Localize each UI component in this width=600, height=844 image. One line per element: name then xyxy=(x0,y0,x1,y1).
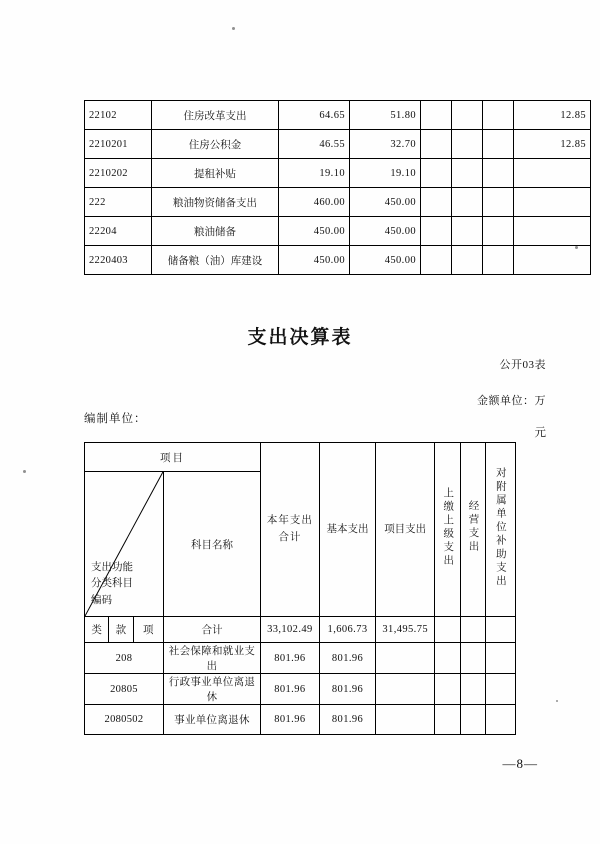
row-subsidy xyxy=(485,674,515,705)
table-row-total xyxy=(85,617,516,643)
row-value-1: 450.00 xyxy=(279,217,350,246)
row-value-2: 19.10 xyxy=(350,159,421,188)
sub-header-xiang: 项 xyxy=(133,617,163,643)
row-blank-2 xyxy=(452,159,483,188)
header-code-line2: 分类科目 xyxy=(91,578,133,590)
row-operating xyxy=(461,643,485,674)
row-value-2: 450.00 xyxy=(350,246,421,275)
row-subsidy xyxy=(485,705,515,735)
header-subsidy-expenditure xyxy=(485,443,515,617)
yuan-label: 元 xyxy=(534,427,546,439)
header-project-expenditure: 项目支出 xyxy=(376,443,435,617)
total-project: 31,495.75 xyxy=(376,617,435,643)
row-blank-1 xyxy=(421,101,452,130)
row-blank-1 xyxy=(421,159,452,188)
row-name: 粮油储备 xyxy=(152,217,279,246)
table-row xyxy=(85,101,591,130)
row-operating xyxy=(461,705,485,735)
header-subject-name: 科目名称 xyxy=(163,472,260,617)
row-year-total: 801.96 xyxy=(261,705,320,735)
table-row xyxy=(85,159,591,188)
row-value-last xyxy=(514,217,591,246)
row-name: 储备粮（油）库建设 xyxy=(152,246,279,275)
header-item-group: 项目 xyxy=(85,443,261,472)
row-year-total: 801.96 xyxy=(261,643,320,674)
total-upper xyxy=(435,617,461,643)
row-value-1: 460.00 xyxy=(279,188,350,217)
row-code: 22102 xyxy=(85,101,152,130)
row-name: 提租补贴 xyxy=(152,159,279,188)
row-upper xyxy=(435,705,461,735)
header-year-total xyxy=(261,443,320,617)
top-expenditure-table xyxy=(84,100,591,275)
total-operating xyxy=(461,617,485,643)
header-function-code-cell xyxy=(85,472,164,617)
row-blank-3 xyxy=(483,101,514,130)
total-year-total: 33,102.49 xyxy=(261,617,320,643)
row-value-2: 32.70 xyxy=(350,130,421,159)
row-value-1: 450.00 xyxy=(279,246,350,275)
header-upper-remittance xyxy=(435,443,461,617)
row-value-1: 64.65 xyxy=(279,101,350,130)
row-blank-2 xyxy=(452,246,483,275)
row-value-last: 12.85 xyxy=(514,101,591,130)
header-code-line3: 编码 xyxy=(91,595,112,607)
row-blank-3 xyxy=(483,217,514,246)
row-basic: 801.96 xyxy=(319,705,376,735)
sub-header-kuan: 款 xyxy=(109,617,133,643)
row-value-2: 450.00 xyxy=(350,188,421,217)
row-value-last xyxy=(514,188,591,217)
row-value-2: 51.80 xyxy=(350,101,421,130)
row-value-last xyxy=(514,246,591,275)
table-header xyxy=(85,443,516,617)
page-number: —8— xyxy=(502,756,538,771)
row-subsidy xyxy=(485,643,515,674)
row-blank-2 xyxy=(452,101,483,130)
row-operating xyxy=(461,674,485,705)
total-row-label: 合计 xyxy=(163,617,260,643)
total-basic: 1,606.73 xyxy=(319,617,376,643)
header-operating-expenditure xyxy=(461,443,485,617)
total-subsidy xyxy=(485,617,515,643)
header-basic-expenditure: 基本支出 xyxy=(319,443,376,617)
row-value-2: 450.00 xyxy=(350,217,421,246)
row-blank-1 xyxy=(421,246,452,275)
sub-header-lei: 类 xyxy=(85,617,109,643)
row-value-1: 46.55 xyxy=(279,130,350,159)
row-project xyxy=(376,643,435,674)
row-upper xyxy=(435,674,461,705)
row-blank-1 xyxy=(421,217,452,246)
scan-speckle xyxy=(556,700,558,702)
row-code: 222 xyxy=(85,188,152,217)
row-blank-1 xyxy=(421,188,452,217)
row-code: 2080502 xyxy=(85,705,164,735)
table-row xyxy=(85,246,591,275)
row-project xyxy=(376,674,435,705)
compiler-label: 编制单位： xyxy=(84,413,147,425)
row-upper xyxy=(435,643,461,674)
row-blank-3 xyxy=(483,246,514,275)
table-row xyxy=(85,674,516,705)
header-year-total-line1: 本年支出 xyxy=(266,514,313,526)
row-basic: 801.96 xyxy=(319,674,376,705)
row-value-last xyxy=(514,159,591,188)
table-row xyxy=(85,130,591,159)
row-blank-1 xyxy=(421,130,452,159)
table-row xyxy=(85,188,591,217)
row-project xyxy=(376,705,435,735)
table-row xyxy=(85,217,591,246)
page-title: 支出决算表 xyxy=(247,327,353,348)
row-code: 2210201 xyxy=(85,130,152,159)
row-code: 20805 xyxy=(85,674,164,705)
row-year-total: 801.96 xyxy=(261,674,320,705)
row-value-1: 19.10 xyxy=(279,159,350,188)
header-function-code-text xyxy=(91,560,133,610)
row-name: 粮油物资储备支出 xyxy=(152,188,279,217)
row-blank-2 xyxy=(452,217,483,246)
row-name: 住房改革支出 xyxy=(152,101,279,130)
row-blank-3 xyxy=(483,130,514,159)
row-blank-2 xyxy=(452,130,483,159)
header-operating-expenditure-text: 经营支出 xyxy=(467,500,479,555)
header-subsidy-expenditure-text: 对附属单位补助支出 xyxy=(494,466,506,589)
row-blank-2 xyxy=(452,188,483,217)
expenditure-final-account-table xyxy=(84,442,516,735)
scan-speckle xyxy=(232,27,235,30)
row-name: 社会保障和就业支出 xyxy=(163,643,260,674)
scan-speckle xyxy=(23,470,26,473)
header-year-total-line2: 合计 xyxy=(278,531,302,543)
table-row xyxy=(85,705,516,735)
row-basic: 801.96 xyxy=(319,643,376,674)
amount-unit-label: 金额单位：万 xyxy=(477,395,546,407)
row-name: 事业单位离退休 xyxy=(163,705,260,735)
row-name: 住房公积金 xyxy=(152,130,279,159)
row-value-last: 12.85 xyxy=(514,130,591,159)
row-code: 22204 xyxy=(85,217,152,246)
row-code: 208 xyxy=(85,643,164,674)
main-table-body xyxy=(85,617,516,735)
top-table-body xyxy=(85,101,591,275)
row-code: 2220403 xyxy=(85,246,152,275)
row-blank-3 xyxy=(483,188,514,217)
row-blank-3 xyxy=(483,159,514,188)
form-number-label: 公开03表 xyxy=(499,359,546,371)
row-name: 行政事业单位离退休 xyxy=(163,674,260,705)
header-row-group xyxy=(85,443,516,472)
header-upper-remittance-text: 上缴上级支出 xyxy=(442,486,454,568)
header-code-line1: 支出功能 xyxy=(91,561,133,573)
table-row xyxy=(85,643,516,674)
row-code: 2210202 xyxy=(85,159,152,188)
